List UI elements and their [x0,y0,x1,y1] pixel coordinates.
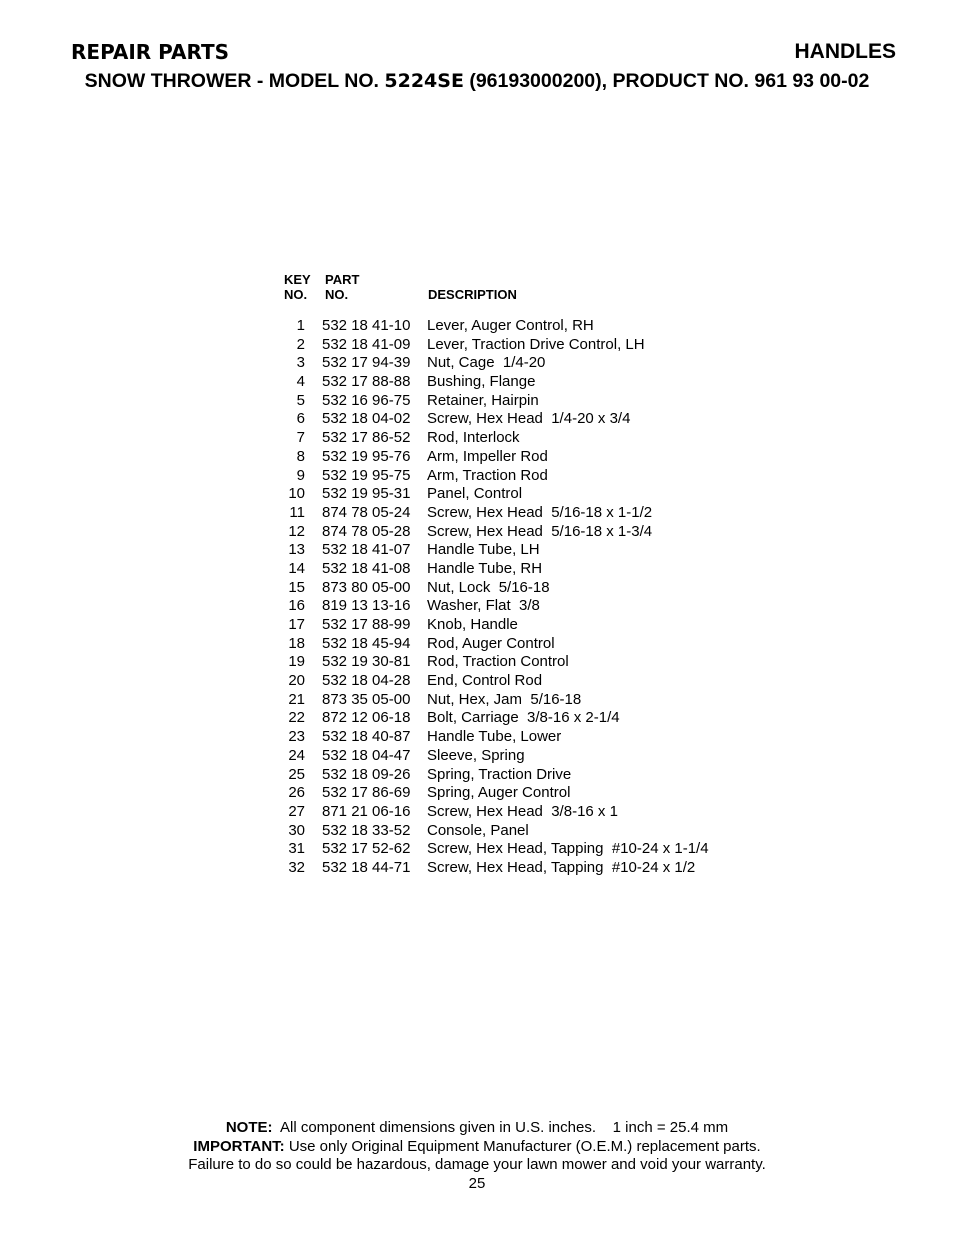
important-label: IMPORTANT: [193,1137,285,1155]
part-number: 532 18 41-09 [322,335,411,353]
part-number: 874 78 05-28 [322,522,411,540]
note-label: NOTE: [225,1119,273,1136]
part-number: 532 18 04-47 [322,746,411,764]
part-description: Screw, Hex Head 5/16-18 x 1-3/4 [427,522,653,540]
important-text: Use only Original Equipment Manufacturer (O.E.M.) replacement parts. [284,1137,761,1155]
key-no-header [284,272,311,302]
part-description: Knob, Handle [427,616,518,633]
warning-line: Failure to do so could be hazardous, damage your lawn mower and void your warranty. [188,1156,766,1174]
subtitle-suffix: (96193000200), PRODUCT NO. 961 93 00-02 [469,70,870,92]
part-no-header [325,272,359,302]
part-description: Screw, Hex Head 5/16-18 x 1-1/2 [427,503,653,521]
key-number: 13 [288,541,305,559]
key-number: 31 [288,840,305,858]
part-description: Rod, Interlock [427,429,520,447]
key-header-line1: KEY [284,272,311,287]
part-number: 532 17 88-88 [322,373,411,391]
model-number: 5224SE [384,70,464,92]
key-number: 2 [296,335,305,353]
key-number: 12 [288,522,305,540]
part-number: 532 18 09-26 [322,765,411,783]
part-description: Console, Panel [427,821,529,839]
part-number: 874 78 05-24 [322,503,411,521]
part-number: 871 21 06-16 [322,802,411,820]
key-number: 23 [288,728,305,746]
part-number: 532 18 45-94 [322,634,411,652]
part-description: Rod, Traction Control [427,653,569,671]
key-number: 9 [296,466,305,484]
model-subtitle [0,69,954,93]
part-number: 532 17 94-39 [322,354,411,372]
part-description: Nut, Hex, Jam 5/16-18 [427,690,582,708]
page-number: 25 [468,1175,486,1193]
part-number: 532 18 04-28 [322,672,411,690]
key-number: 26 [288,784,305,802]
subtitle-prefix: SNOW THROWER - MODEL NO. [84,70,379,92]
part-number: 532 19 95-76 [322,447,411,465]
important-line [0,1138,954,1157]
key-number: 6 [296,410,305,428]
part-description: End, Control Rod [427,672,543,690]
key-number: 21 [288,690,305,708]
part-number: 532 16 96-75 [322,391,411,409]
key-number: 17 [288,616,305,633]
part-number: 532 18 33-52 [322,821,411,839]
part-description: Arm, Impeller Rod [427,447,548,465]
part-description: Nut, Lock 5/16-18 [427,578,550,596]
part-description: Handle Tube, RH [427,559,543,577]
description-header: DESCRIPTION [428,287,517,302]
part-description: Screw, Hex Head 3/8-16 x 1 [427,802,618,820]
part-number: 819 13 13-16 [322,597,411,615]
key-number: 14 [288,559,305,577]
note-text: All component dimensions given in U.S. inches. 1 inch = 25.4 mm [272,1119,729,1136]
key-number: 32 [288,858,305,876]
part-description: Sleeve, Spring [427,746,525,764]
key-number: 16 [288,597,305,615]
part-number: 532 18 41-08 [322,559,411,577]
key-number: 25 [288,765,305,783]
key-number: 24 [288,746,305,764]
part-header-line1: PART [325,272,360,287]
part-number: 532 19 95-75 [322,466,411,484]
part-description: Screw, Hex Head 1/4-20 x 3/4 [427,410,631,428]
part-description: Screw, Hex Head, Tapping #10-24 x 1/2 [427,858,696,876]
key-number: 27 [288,802,305,820]
key-number: 19 [288,653,305,671]
part-description: Rod, Auger Control [427,634,555,652]
part-number: 532 17 86-69 [322,784,411,802]
key-number: 3 [296,354,305,372]
key-number: 10 [288,485,305,503]
part-number: 872 12 06-18 [322,709,411,727]
key-number: 7 [296,429,305,447]
key-number: 8 [296,447,305,465]
part-description: Handle Tube, LH [427,541,540,559]
key-number: 4 [296,373,305,391]
part-number: 873 80 05-00 [322,578,411,596]
part-number: 532 19 95-31 [322,485,411,503]
part-description: Lever, Auger Control, RH [427,317,594,334]
part-description: Handle Tube, Lower [427,728,562,746]
part-description: Arm, Traction Rod [427,466,548,484]
part-number: 532 18 04-02 [322,410,411,428]
part-number: 532 18 41-10 [322,317,411,334]
part-number: 873 35 05-00 [322,690,411,708]
part-description: Bushing, Flange [427,373,536,391]
part-description: Nut, Cage 1/4-20 [427,354,546,372]
key-number: 18 [288,634,305,652]
key-number: 22 [288,709,305,727]
part-description: Panel, Control [427,485,523,503]
key-number: 20 [288,672,305,690]
part-number: 532 18 41-07 [322,541,411,559]
section-title: REPAIR PARTS [71,40,230,64]
part-number: 532 18 40-87 [322,728,411,746]
part-number: 532 17 88-99 [322,616,411,633]
part-description: Lever, Traction Drive Control, LH [427,335,645,353]
page-topic-title: HANDLES [794,40,896,63]
key-number: 30 [288,821,305,839]
key-number: 1 [296,317,305,334]
part-number: 532 17 86-52 [322,429,411,447]
footer-notes [0,1119,954,1194]
part-number: 532 17 52-62 [322,840,411,858]
note-line [0,1119,954,1138]
part-description: Screw, Hex Head, Tapping #10-24 x 1-1/4 [427,840,709,858]
part-description: Spring, Auger Control [427,784,571,802]
part-header-line2: NO. [325,287,349,302]
part-description: Retainer, Hairpin [427,391,539,409]
part-number: 532 19 30-81 [322,653,411,671]
part-description: Washer, Flat 3/8 [427,597,540,615]
part-number: 532 18 44-71 [322,858,411,876]
key-header-line2: NO. [284,287,308,302]
key-number: 5 [296,391,305,409]
part-description: Bolt, Carriage 3/8-16 x 2-1/4 [427,709,620,727]
part-description: Spring, Traction Drive [427,765,572,783]
key-number: 11 [289,503,305,521]
key-number: 15 [288,578,305,596]
